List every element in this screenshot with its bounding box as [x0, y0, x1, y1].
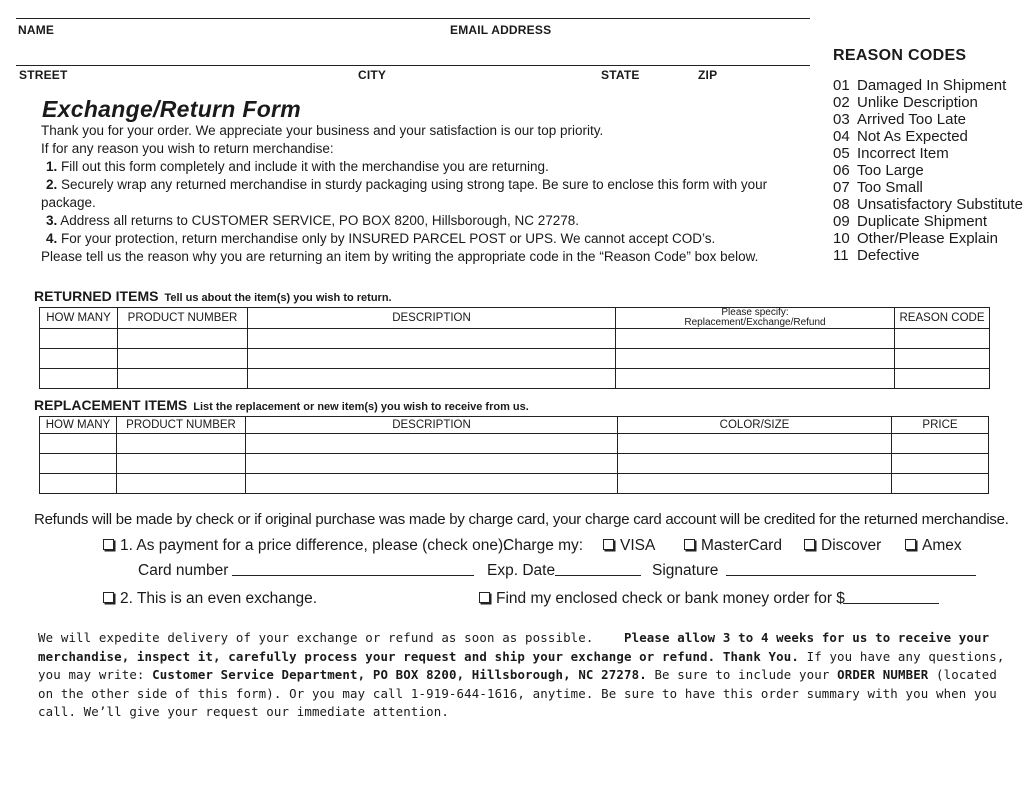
cell-input[interactable]	[40, 329, 118, 349]
reason-code-item: 02 Unlike Description	[833, 94, 978, 111]
cell-input[interactable]	[616, 369, 895, 389]
col-description: DESCRIPTION	[248, 308, 616, 329]
zip-label: ZIP	[698, 68, 718, 82]
col-product-number: PRODUCT NUMBER	[117, 417, 246, 434]
cell-input[interactable]	[895, 349, 990, 369]
intro-text	[41, 122, 801, 266]
cell-input[interactable]	[892, 434, 989, 454]
intro-closing: Please tell us the reason why you are returning an item by writing the appropriate code in the “Reason Code” box below.	[41, 249, 759, 264]
cell-input[interactable]	[248, 369, 616, 389]
cell-input[interactable]	[892, 454, 989, 474]
cell-input[interactable]	[246, 454, 618, 474]
payment-option-1-row: 1. As payment for a price difference, please (check one):	[103, 537, 507, 555]
street-label: STREET	[19, 68, 68, 82]
name-label: NAME	[18, 23, 55, 37]
cell-input[interactable]	[40, 369, 118, 389]
table-row	[40, 474, 989, 494]
signature-label: Signature	[652, 562, 719, 579]
enclosed-amount-field[interactable]	[843, 590, 939, 604]
table-row	[40, 454, 989, 474]
intro-line-2: If for any reason you wish to return merchandise:	[41, 141, 334, 156]
cell-input[interactable]	[40, 454, 117, 474]
card-number-label: Card number	[138, 562, 229, 579]
replacement-items-heading: REPLACEMENT ITEMS List the replacement or new item(s) you wish to receive from us.	[34, 397, 529, 413]
col-reason-code: REASON CODE	[895, 308, 990, 329]
cell-input[interactable]	[118, 329, 248, 349]
reason-code-item: 07 Too Small	[833, 179, 923, 196]
col-how-many: HOW MANY	[40, 308, 118, 329]
returned-items-heading: RETURNED ITEMS Tell us about the item(s) you wish to return.	[34, 288, 392, 304]
cell-input[interactable]	[246, 434, 618, 454]
form-title: Exchange/Return Form	[42, 96, 302, 122]
signature-field[interactable]	[726, 562, 976, 576]
reason-code-item: 04 Not As Expected	[833, 128, 968, 145]
cell-input[interactable]	[248, 349, 616, 369]
reason-code-item: 08 Unsatisfactory Substitute	[833, 196, 1023, 213]
col-please-specify: Please specify: Replacement/Exchange/Refund	[616, 308, 895, 329]
reason-code-item: 01 Damaged In Shipment	[833, 77, 1007, 94]
top-rule	[16, 18, 810, 19]
cell-input[interactable]	[892, 474, 989, 494]
checkbox-discover[interactable]	[804, 539, 815, 550]
cell-input[interactable]	[895, 329, 990, 349]
col-how-many: HOW MANY	[40, 417, 117, 434]
footer-text: We will expedite delivery of your exchange or refund as soon as possible. Please allow 3 to 4 weeks for us to receive your merchandise, inspect it, carefully process your request and ship your exchange or refund. Thank You. If you have any questions, you may write: Customer Service Department, PO BOX 8200, Hillsborough, NC 27278. Be sure to include your ORDER NUMBER (located on the other side of this form). Or you may call 1-919-644-1616, anytime. Be sure to have this order summary with you when you call. We’ll give your request our immediate attention.	[38, 630, 1005, 719]
cell-input[interactable]	[40, 474, 117, 494]
cell-input[interactable]	[618, 474, 892, 494]
exp-date-label: Exp. Date	[487, 562, 556, 579]
checkbox-enclosed-check[interactable]	[479, 592, 490, 603]
email-label: EMAIL ADDRESS	[450, 23, 552, 37]
refund-note: Refunds will be made by check or if original purchase was made by charge card, your charge card account will be credited for the returned merchandise.	[34, 511, 1009, 528]
returned-items-table	[39, 307, 990, 389]
col-product-number: PRODUCT NUMBER	[118, 308, 248, 329]
cell-input[interactable]	[117, 434, 246, 454]
card-amex: Amex	[905, 537, 962, 555]
step-1: 1. Fill out this form completely and include it with the merchandise you are returning.	[46, 159, 549, 174]
card-visa: VISA	[603, 537, 655, 555]
cell-input[interactable]	[40, 434, 117, 454]
reason-codes-title: REASON CODES	[833, 47, 967, 64]
reason-code-item: 06 Too Large	[833, 162, 924, 179]
step-2-cont: package.	[41, 195, 96, 210]
card-discover: Discover	[804, 537, 881, 555]
cell-input[interactable]	[618, 434, 892, 454]
reason-code-item: 11 Defective	[833, 247, 920, 264]
col-price: PRICE	[892, 417, 989, 434]
exp-date-field[interactable]	[555, 562, 641, 576]
col-color-size: COLOR/SIZE	[618, 417, 892, 434]
checkbox-price-difference[interactable]	[103, 539, 114, 550]
cell-input[interactable]	[118, 369, 248, 389]
table-row	[40, 329, 990, 349]
cell-input[interactable]	[618, 454, 892, 474]
intro-line-1: Thank you for your order. We appreciate your business and your satisfaction is our top priority.	[41, 123, 604, 138]
cell-input[interactable]	[117, 454, 246, 474]
cell-input[interactable]	[246, 474, 618, 494]
cell-input[interactable]	[40, 349, 118, 369]
payment-option-2-row: 2. This is an even exchange.	[103, 590, 317, 608]
reason-codes-list	[833, 77, 1023, 264]
step-2: 2. Securely wrap any returned merchandise in sturdy packaging using strong tape. Be sure to enclose this form with your	[46, 177, 768, 192]
state-label: STATE	[601, 68, 640, 82]
enclosed-check-row: Find my enclosed check or bank money order for $	[479, 590, 845, 608]
cell-input[interactable]	[118, 349, 248, 369]
checkbox-even-exchange[interactable]	[103, 592, 114, 603]
city-label: CITY	[358, 68, 387, 82]
cell-input[interactable]	[248, 329, 616, 349]
table-row	[40, 369, 990, 389]
checkbox-amex[interactable]	[905, 539, 916, 550]
reason-code-item: 09 Duplicate Shipment	[833, 213, 988, 230]
name-email-field-line[interactable]	[16, 65, 810, 66]
table-row	[40, 434, 989, 454]
step-3: 3. Address all returns to CUSTOMER SERVICE, PO BOX 8200, Hillsborough, NC 27278.	[46, 213, 580, 228]
checkbox-visa[interactable]	[603, 539, 614, 550]
card-mastercard: MasterCard	[684, 537, 782, 555]
reason-code-item: 05 Incorrect Item	[833, 145, 949, 162]
table-row	[40, 349, 990, 369]
replacement-items-table	[39, 416, 989, 494]
card-number-field[interactable]	[232, 562, 474, 576]
reason-code-item: 10 Other/Please Explain	[833, 230, 998, 247]
cell-input[interactable]	[616, 329, 895, 349]
col-description: DESCRIPTION	[246, 417, 618, 434]
checkbox-mastercard[interactable]	[684, 539, 695, 550]
cell-input[interactable]	[117, 474, 246, 494]
step-4: 4. For your protection, return merchandise only by INSURED PARCEL POST or UPS. We cannot accept COD’s.	[46, 231, 716, 246]
cell-input[interactable]	[616, 349, 895, 369]
table-header-row	[40, 417, 989, 434]
charge-my-label: Charge my:	[503, 537, 584, 554]
table-header-row	[40, 308, 990, 329]
cell-input[interactable]	[895, 369, 990, 389]
reason-code-item: 03 Arrived Too Late	[833, 111, 966, 128]
